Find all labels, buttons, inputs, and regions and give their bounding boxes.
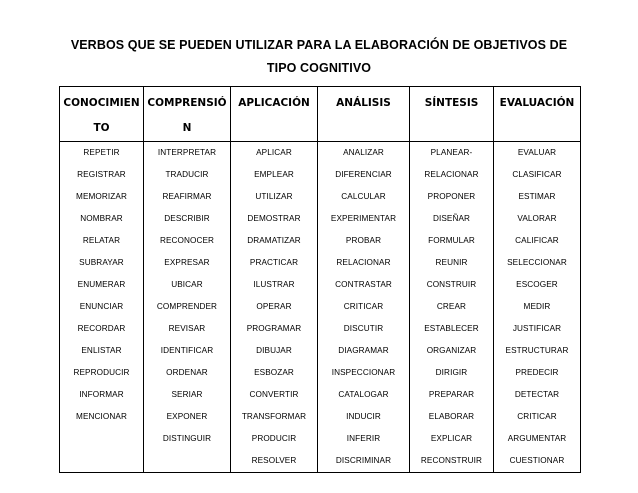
verb-item: EVALUAR (517, 148, 557, 157)
verb-item: MENCIONAR (76, 412, 127, 421)
verb-item: INDUCIR (346, 412, 381, 421)
title-line-1: VERBOS QUE SE PUEDEN UTILIZAR PARA LA ELABORACIÓN DE OBJETIVOS DE (70, 38, 568, 52)
column-aplicacion (231, 142, 318, 473)
verb-item: DISCUTIR (343, 324, 384, 333)
verb-item: ENLISTAR (81, 346, 122, 355)
verb-item: DIFERENCIAR (335, 170, 392, 179)
verb-item: PRODUCIR (251, 434, 297, 443)
verb-item: FORMULAR (428, 236, 475, 245)
verb-item: DESCRIBIR (164, 214, 210, 223)
verb-item: CLASIFICAR (512, 170, 562, 179)
column-conocimiento (60, 142, 144, 473)
header-aplicacion: APLICACIÓN (231, 87, 318, 142)
verb-item: CONSTRUIR (426, 280, 477, 289)
header-evaluacion: EVALUACIÓN (494, 87, 581, 142)
verb-item: OPERAR (256, 302, 292, 311)
verb-item: DISCRIMINAR (335, 456, 392, 465)
document-title (40, 34, 598, 80)
verb-item: ENUNCIAR (79, 302, 124, 311)
verb-item: DISEÑAR (432, 214, 471, 223)
verb-item: DISTINGUIR (162, 434, 212, 443)
column-comprension (144, 142, 231, 473)
verb-item: PRACTICAR (249, 258, 299, 267)
verb-item: DIRIGIR (435, 368, 468, 377)
verb-item: ESCOGER (516, 280, 558, 289)
verb-item: COMPRENDER (156, 302, 218, 311)
verb-item: ORGANIZAR (426, 346, 477, 355)
column-analisis (318, 142, 410, 473)
verb-item: MEDIR (523, 302, 551, 311)
verb-item: APLICAR (256, 148, 292, 157)
verb-item: DIBUJAR (256, 346, 292, 355)
verb-item: UBICAR (171, 280, 203, 289)
header-sintesis: SÍNTESIS (410, 87, 494, 142)
verb-item: ANALIZAR (343, 148, 384, 157)
verb-item: ESTABLECER (424, 324, 479, 333)
verb-item: ESTIMAR (518, 192, 556, 201)
verb-item: REUNIR (435, 258, 468, 267)
verb-item: SUBRAYAR (79, 258, 124, 267)
header-analisis: ANÁLISIS (318, 87, 410, 142)
verb-item: VALORAR (517, 214, 557, 223)
verb-item: RELACIONAR (424, 170, 479, 179)
verb-item: EXPONER (166, 412, 208, 421)
verb-item: CONVERTIR (249, 390, 299, 399)
verb-item: CRITICAR (343, 302, 384, 311)
verbs-row (60, 142, 581, 473)
verb-item: RELATAR (82, 236, 121, 245)
verb-item: IDENTIFICAR (160, 346, 214, 355)
verb-item: NOMBRAR (80, 214, 123, 223)
header-comprension: COMPRENSIÓN (144, 87, 231, 142)
verb-item: RECONOCER (159, 236, 215, 245)
verb-item: PREPARAR (428, 390, 475, 399)
column-sintesis (410, 142, 494, 473)
verb-item: SERIAR (171, 390, 203, 399)
verb-item: EMPLEAR (254, 170, 294, 179)
verb-item: CRITICAR (517, 412, 557, 421)
verb-item: PROPONER (427, 192, 476, 201)
verb-item: PROGRAMAR (246, 324, 302, 333)
verb-item: ESTRUCTURAR (505, 346, 569, 355)
verb-item: UTILIZAR (255, 192, 293, 201)
verb-item: DETECTAR (514, 390, 560, 399)
verb-item: ELABORAR (428, 412, 475, 421)
verb-item: INSPECCIONAR (331, 368, 396, 377)
verb-item: ESBOZAR (254, 368, 294, 377)
column-evaluacion (494, 142, 581, 473)
verb-item: REVISAR (168, 324, 206, 333)
verb-item: RECORDAR (77, 324, 126, 333)
verb-item: ARGUMENTAR (507, 434, 567, 443)
verb-item: SELECCIONAR (507, 258, 567, 267)
verb-item: CATALOGAR (338, 390, 389, 399)
verb-item: PROBAR (345, 236, 382, 245)
verb-item: REPRODUCIR (73, 368, 130, 377)
verb-item: RESOLVER (251, 456, 297, 465)
verb-item: EXPERIMENTAR (330, 214, 397, 223)
verb-item: CUESTIONAR (509, 456, 565, 465)
verb-item: ORDENAR (166, 368, 208, 377)
verb-item: DIAGRAMAR (338, 346, 389, 355)
verb-item: REAFIRMAR (162, 192, 212, 201)
verb-item: CREAR (436, 302, 467, 311)
verb-item: EXPLICAR (430, 434, 473, 443)
verb-item: MEMORIZAR (76, 192, 127, 201)
verb-item: DEMOSTRAR (247, 214, 301, 223)
verb-item: INTERPRETAR (157, 148, 217, 157)
verb-item: EXPRESAR (164, 258, 210, 267)
verb-item: TRADUCIR (165, 170, 209, 179)
verb-item: PREDECIR (515, 368, 559, 377)
verb-item: REPETIR (83, 148, 120, 157)
verb-item: REGISTRAR (77, 170, 126, 179)
header-row (60, 87, 581, 142)
verb-item: ILUSTRAR (253, 280, 295, 289)
verbs-table (59, 86, 581, 473)
verb-item: RECONSTRUIR (420, 456, 483, 465)
verb-item: INFORMAR (79, 390, 124, 399)
verb-item: RELACIONAR (336, 258, 391, 267)
verb-item: PLANEAR- (430, 148, 473, 157)
verb-item: INFERIR (346, 434, 381, 443)
verb-item: CONTRASTAR (335, 280, 392, 289)
verb-item: CALCULAR (341, 192, 386, 201)
title-line-2: TIPO COGNITIVO (266, 61, 372, 75)
verb-item: JUSTIFICAR (512, 324, 562, 333)
verb-item: CALIFICAR (515, 236, 559, 245)
verb-item: ENUMERAR (77, 280, 126, 289)
header-conocimiento: CONOCIMIENTO (60, 87, 144, 142)
verb-item: TRANSFORMAR (241, 412, 307, 421)
verb-item: DRAMATIZAR (247, 236, 301, 245)
